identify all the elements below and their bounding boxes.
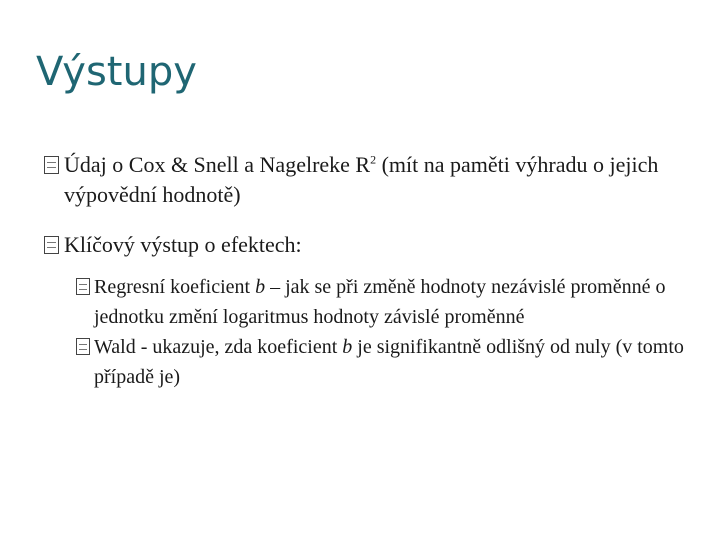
sub-bullet-text: Regresní koeficient b – jak se při změně hodnoty nezávislé proměnné o jednotku změní logaritmus hodnoty závislé proměnné (94, 276, 666, 328)
sub-bullet-list (44, 272, 684, 392)
slide-title: Výstupy (36, 49, 197, 95)
bullet-list (44, 150, 684, 392)
sub-bullet-text: Wald - ukazuje, zda koeficient b je signifikantně odlišný od nuly (v tomto případě je) (94, 336, 684, 388)
bullet-item-r-squared (44, 150, 684, 210)
bullet-item-effects (44, 230, 684, 260)
bullet-glyph-icon (44, 236, 59, 254)
sub-bullet-item-regression-coef (44, 272, 684, 332)
bullet-text: Údaj o Cox & Snell a Nagelreke $R^2$ (mít na paměti výhradu o jejich výpovědní hodnotě) (64, 152, 659, 207)
superscript: 2 (370, 152, 377, 167)
bullet-text: Klíčový výstup o efektech: (64, 232, 302, 257)
bullet-glyph-icon (76, 338, 90, 355)
bullet-glyph-icon (44, 156, 59, 174)
sub-bullet-item-wald (44, 332, 684, 392)
emphasis: b (255, 276, 266, 298)
emphasis: b (342, 336, 353, 358)
bullet-glyph-icon (76, 278, 90, 295)
